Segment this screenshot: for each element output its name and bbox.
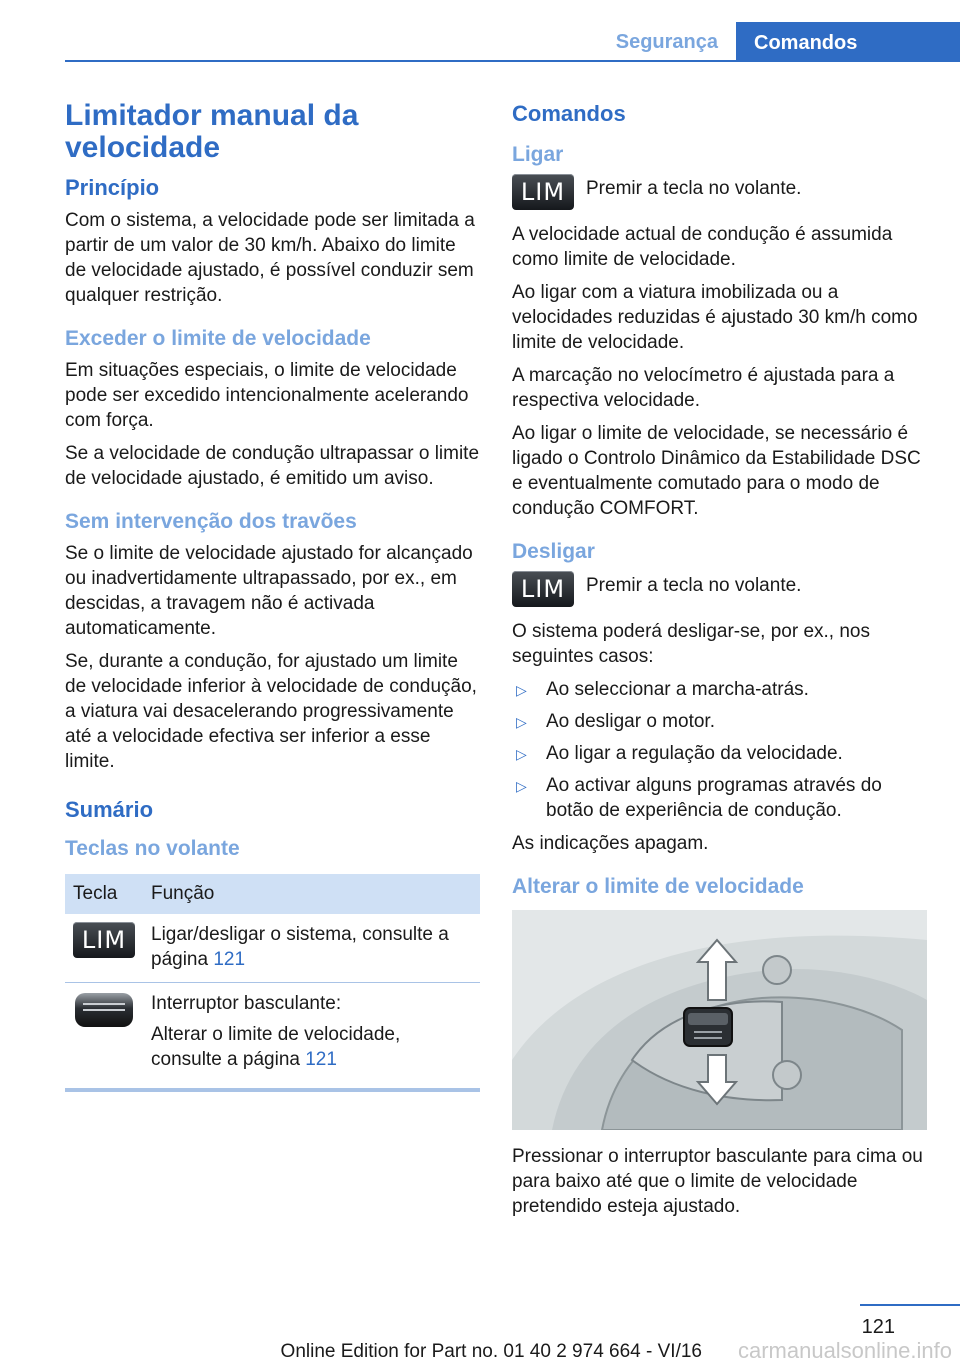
brakes-text-2: Se, durante a condução, for ajustado um limite de velocidade inferior à velocidade de condução, a viatura vai desacelerando progressivamente até a velocidade efectiva ser inferior a esse limite. [65,651,477,772]
brakes-text-1: Se o limite de velocidade ajustado for alcançado ou inadvertidamente ultrapassado, por ex., em descidas, a travagem não é activada automaticamente. [65,543,473,639]
function-cell [143,914,480,983]
on-text-1: A velocidade actual de condução é assumida como limite de velocidade. [512,224,893,270]
lim-button-icon: LIM [73,922,135,958]
exceed-heading: Exceder o limite de velocidade [65,327,371,350]
off-instruction: Premir a tecla no volante. [586,575,802,596]
brakes-heading: Sem intervenção dos travões [65,510,357,533]
keys-heading: Teclas no volante [65,837,240,860]
lim-button-icon: LIM [512,174,574,210]
header-rule [65,60,960,62]
lim-button-icon: LIM [512,571,574,607]
key-cell [65,914,143,983]
off-intro: O sistema poderá desligar-se, por ex., nos seguintes casos: [512,621,871,667]
on-key-row [512,174,927,210]
triangle-bullet-icon: ▷ [516,778,527,794]
page-footer [0,1300,960,1362]
page-link[interactable]: 121 [213,949,246,970]
steering-wheel-rocker-illustration [512,910,927,1130]
list-item: ▷ Ao desligar o motor. [512,709,927,734]
off-outro: As indicações apagam. [512,833,709,854]
summary-heading: Sumário [65,797,154,822]
edition-text: Online Edition for Part no. 01 40 2 974 664 - VI/16 [280,1341,702,1362]
list-item: ▷ Ao activar alguns programas através do botão de experiência de condução. [516,775,882,821]
on-text-2: Ao ligar com a viatura imobilizada ou a velocidades reduzidas é ajustado 30 km/h como limite de velocidade. [512,282,918,353]
keys-table [65,874,480,1092]
rocker-switch-icon [73,991,135,1029]
principle-heading: Princípio [65,175,160,200]
triangle-bullet-icon: ▷ [516,714,527,730]
table-header-row [65,874,480,914]
page-header [0,0,960,62]
off-conditions-list [512,677,927,823]
exceed-text-1: Em situações especiais, o limite de velocidade pode ser excedido intencionalmente acelerando com força. [65,360,469,431]
footer-rule [860,1304,960,1306]
on-text-3: A marcação no velocímetro é ajustada para a respectiva velocidade. [512,365,895,411]
list-item: ▷ Ao ligar a regulação da velocidade. [512,741,927,766]
page-number: 121 [861,1316,895,1338]
key-cell [65,983,143,1091]
function-text-2: Alterar o limite de velocidade, consulte a página 121 [151,1024,401,1070]
page-link[interactable]: 121 [305,1049,337,1070]
off-key-row [512,571,927,607]
list-item: ▷ Ao seleccionar a marcha-atrás. [512,677,927,702]
triangle-bullet-icon: ▷ [516,682,527,698]
principle-text: Com o sistema, a velocidade pode ser limitada a partir de um valor de 30 km/h. Abaixo do limite de velocidade ajustado, é possível conduzir sem qualquer restrição. [65,210,475,306]
left-column [65,100,480,1092]
controls-heading: Comandos [512,101,626,126]
on-text-4: Ao ligar o limite de velocidade, se necessário é ligado o Controlo Dinâmico da Estabilidade DSC e eventualmente comutado para o modo de condução COMFORT. [512,423,921,519]
on-instruction: Premir a tecla no volante. [586,178,802,199]
page-title: Limitador manual da velocidade [65,99,359,164]
change-heading: Alterar o limite de velocidade [512,875,804,898]
change-text: Pressionar o interruptor basculante para cima ou para baixo até que o limite de velocidade pretendido esteja ajustado. [512,1146,923,1217]
watermark: carmanualsonline.info [737,1338,952,1363]
active-chapter-tab[interactable]: Comandos [736,22,960,62]
table-row [65,914,480,983]
section-tab[interactable]: Segurança [615,31,718,53]
function-cell [143,983,480,1091]
on-heading: Ligar [512,143,564,166]
col-key-header: Tecla [65,874,143,914]
right-column [512,100,927,1227]
off-heading: Desligar [512,540,595,563]
exceed-text-2: Se a velocidade de condução ultrapassar o limite de velocidade ajustado, é emitido um aviso. [65,443,480,489]
col-function-header: Função [143,874,480,914]
function-text: Ligar/desligar o sistema, consulte a página [151,924,449,970]
triangle-bullet-icon: ▷ [516,746,527,762]
function-text: Interruptor basculante: [151,993,342,1014]
table-row [65,983,480,1091]
